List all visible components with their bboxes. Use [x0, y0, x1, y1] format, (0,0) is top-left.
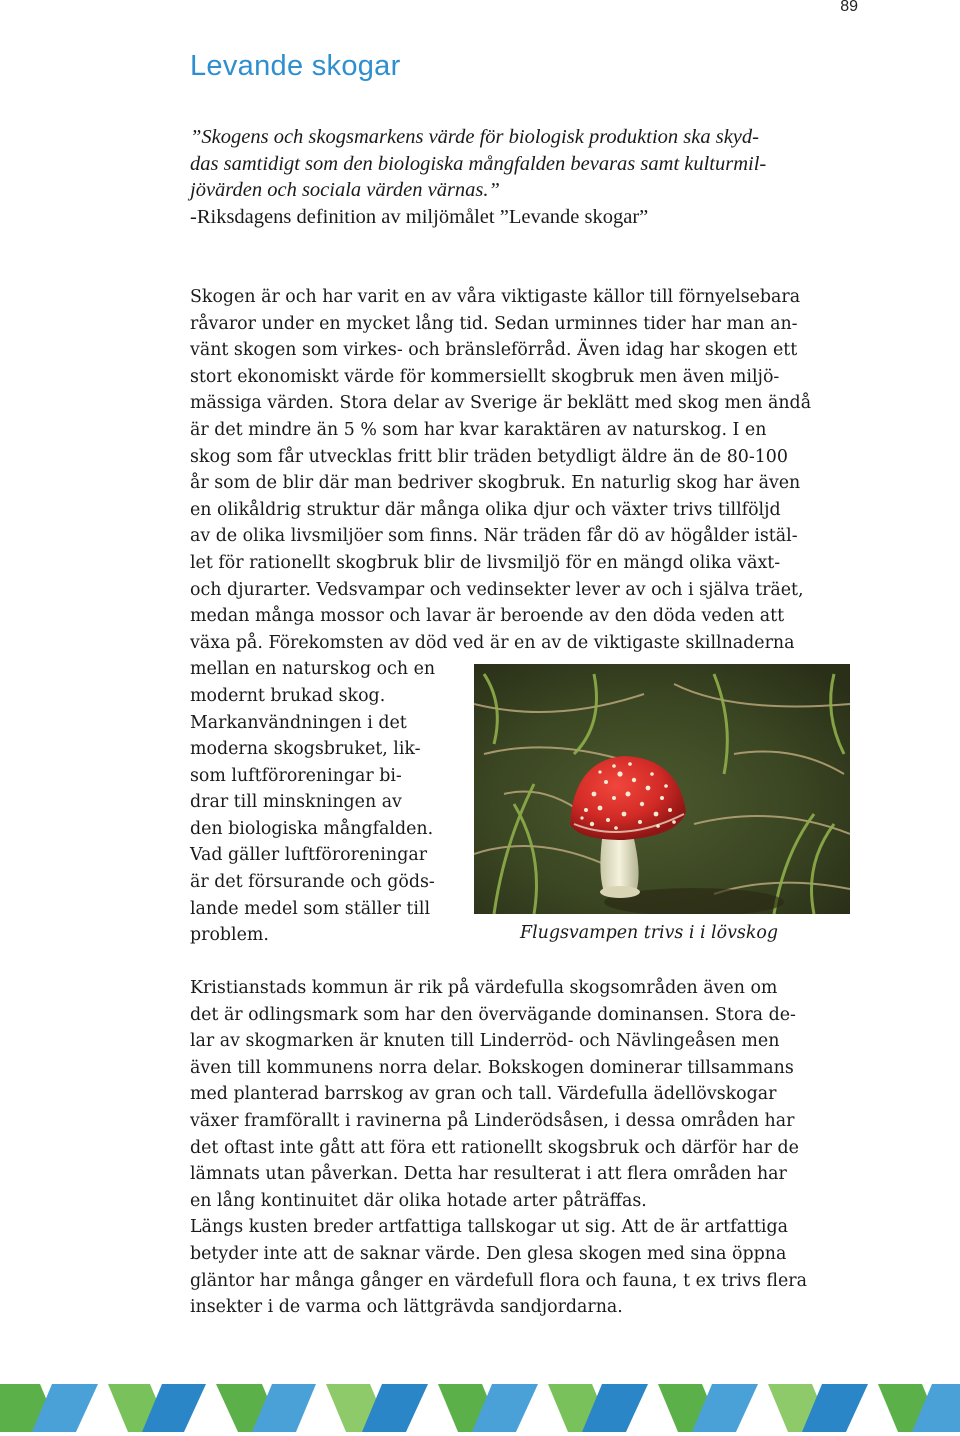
text-line: det är odlingsmark som har den övervägande dominansen. Stora de- [190, 1004, 796, 1025]
text-line: betyder inte att de saknar värde. Den glesa skogen med sina öppna [190, 1243, 787, 1264]
text-line: medan många mossor och lavar är beroende av den döda veden att [190, 606, 785, 627]
footer-stripes [0, 1384, 960, 1432]
text-line: och djurarter. Vedsvampar och vedinsekter lever av och i själva träet, [190, 579, 804, 600]
text-line: lande medel som ställer till [190, 898, 431, 919]
text-line: insekter i de varma och lättgrävda sandjordarna. [190, 1297, 623, 1318]
text-line: mellan en naturskog och en [190, 659, 436, 680]
text-line: problem. [190, 925, 269, 946]
text-line: vänt skogen som virkes- och bränsleförråd. Även idag har skogen ett [190, 340, 798, 361]
text-line: gläntor har många gånger en värdefull flora och fauna, t ex trivs flera [190, 1270, 807, 1291]
text-line: stort ekonomiskt värde för kommersiellt skogbruk men även miljö- [190, 366, 780, 387]
text-line: lar av skogmarken är knuten till Linderröd- och Nävlingeåsen men [190, 1031, 780, 1052]
page-number: 89 [840, 0, 858, 15]
quote-line: jövärden och sociala värden värnas.” [190, 179, 500, 201]
text-line: en olikåldrig struktur där många olika djur och växter trivs tillföljd [190, 499, 781, 520]
mushroom-image [474, 664, 850, 914]
text-line: Vad gäller luftföroreningar [190, 845, 428, 866]
text-line: mässiga värden. Stora delar av Sverige är beklätt med skog men ändå [190, 393, 812, 414]
image-caption: Flugsvampen trivs i i lövskog [520, 923, 778, 943]
text-line: en lång kontinuitet där olika hotade arter påträffas. [190, 1190, 647, 1211]
quote-line: das samtidigt som den biologiska mångfalden bevaras samt kulturmil- [190, 152, 767, 175]
footer-parallelograms [0, 1384, 960, 1432]
text-line: med planterad barrskog av gran och tall. Värdefulla ädellövskogar [190, 1084, 777, 1105]
text-line: den biologiska mångfalden. [190, 818, 434, 839]
footer-decorative-band [0, 1384, 960, 1432]
fly-agaric-photo [474, 664, 850, 914]
text-line: Skogen är och har varit en av våra viktigaste källor till förnyelsebara [190, 287, 801, 307]
text-line: är det mindre än 5 % som har kvar karaktären av naturskog. I en [190, 419, 767, 440]
text-line: råvaror under en mycket lång tid. Sedan urminnes tider har man an- [190, 313, 798, 334]
text-line: drar till minskningen av [190, 792, 402, 813]
text-line: Längs kusten breder artfattiga tallskogar ut sig. Att de är artfattiga [190, 1217, 788, 1238]
text-line: moderna skogsbruket, lik- [190, 739, 421, 760]
text-line: let för rationellt skogbruk blir de livsmiljö för en mängd olika växt- [190, 552, 781, 573]
text-line: Markanvändningen i det [190, 712, 407, 733]
text-line: det oftast inte gått att föra ett rationellt skogsbruk och därför har de [190, 1137, 799, 1158]
text-line: år som de blir där man bedriver skogbruk. En naturlig skog har även [190, 473, 801, 494]
text-line: lämnats utan påverkan. Detta har resulterat i att flera områden har [190, 1164, 787, 1185]
text-line: modernt brukad skog. [190, 685, 386, 706]
quote-line: ”Skogens och skogsmarkens värde för biologisk produktion ska skyd- [190, 126, 759, 148]
text-line: av de olika livsmiljöer som finns. När träden får dö av högålder istäl- [190, 526, 798, 547]
quote-attribution: -Riksdagens definition av miljömålet ”Levande skogar” [190, 206, 649, 228]
text-line: Kristianstads kommun är rik på värdefulla skogsområden även om [190, 978, 778, 998]
page-title: Levande skogar [190, 50, 401, 82]
text-line: skog som får utvecklas fritt blir träden betydligt äldre än de 80-100 [190, 446, 788, 467]
text-line: växer framförallt i ravinerna på Linderödsåsen, i dessa områden har [190, 1110, 795, 1131]
intro-quote [190, 124, 870, 204]
text-line: även till kommunens norra delar. Bokskogen dominerar tillsammans [190, 1057, 794, 1078]
text-line: som luftföroreningar bi- [190, 765, 402, 786]
body-paragraph-2 [190, 975, 807, 1321]
text-line: är det försurande och göds- [190, 872, 435, 893]
text-line: växa på. Förekomsten av död ved är en av de viktigaste skillnaderna [190, 632, 795, 653]
